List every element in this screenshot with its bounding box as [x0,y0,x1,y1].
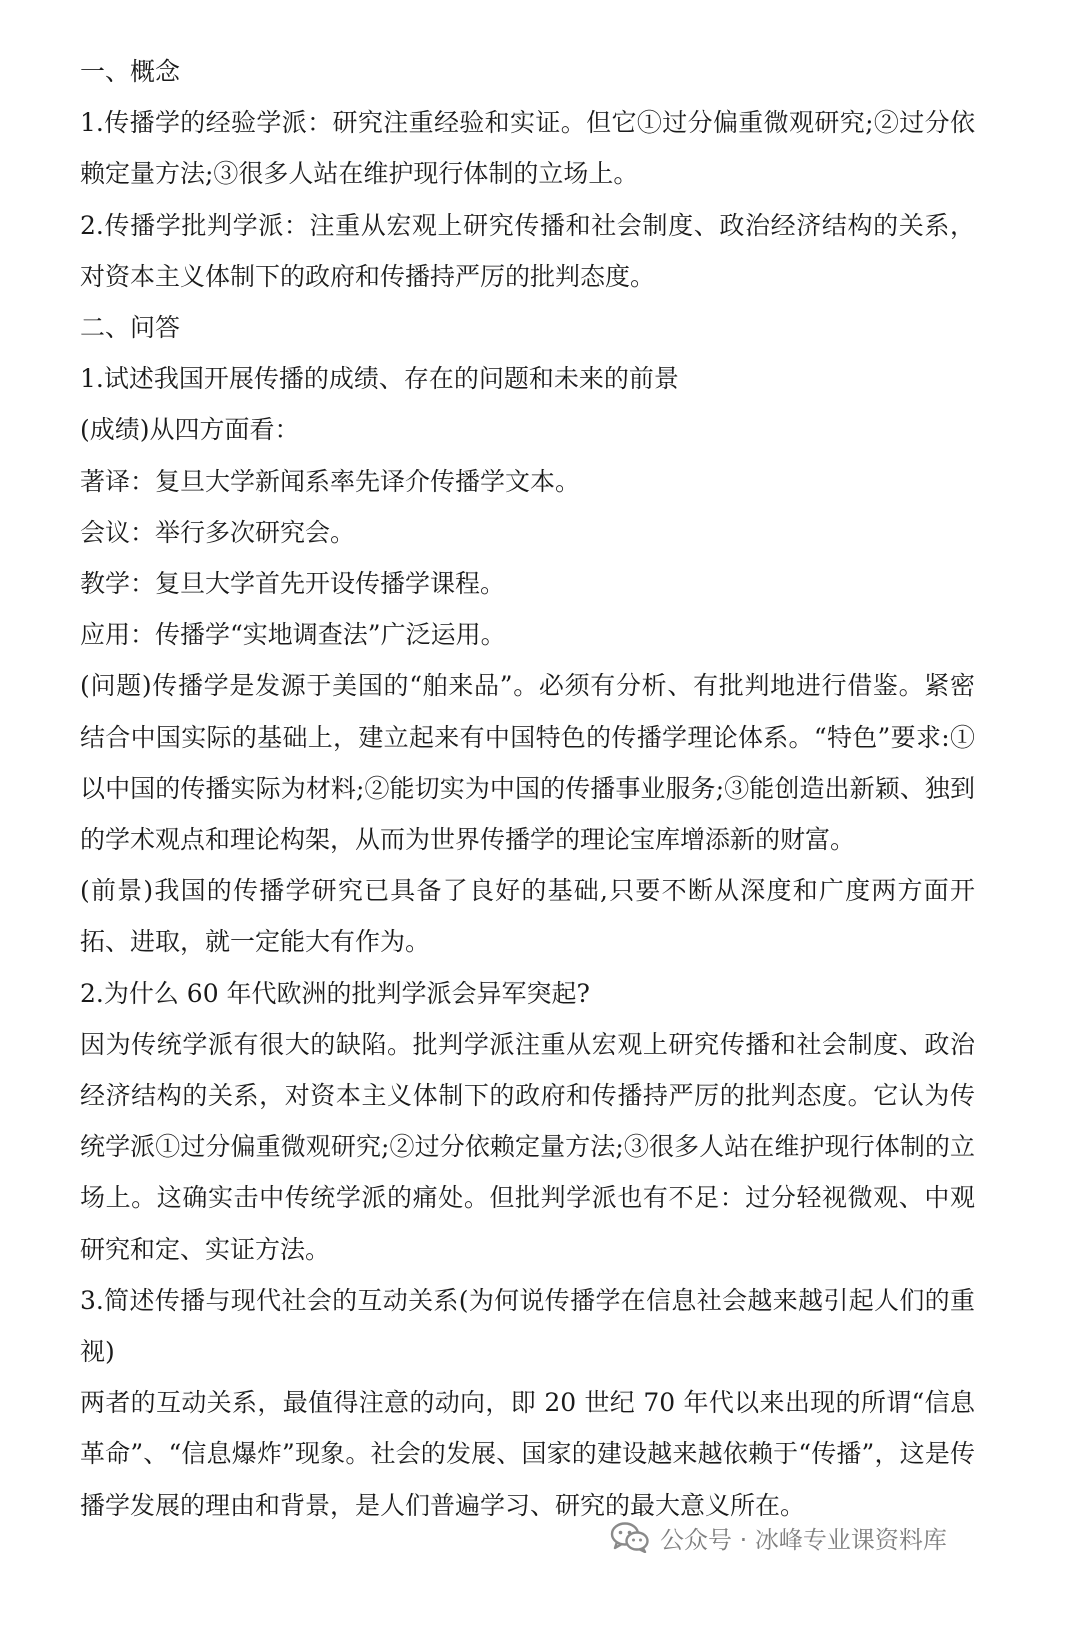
wechat-icon [610,1521,650,1553]
question-2: 2.为什么 60 年代欧洲的批判学派会异军突起? [80,978,590,1008]
answer-translation: 著译：复旦大学新闻系率先译介传播学文本。 [80,466,581,496]
answer-application: 应用：传播学“实地调查法”广泛运用。 [80,620,506,650]
answer-conferences: 会议：举行多次研究会。 [80,517,356,547]
question-1: 1.试述我国开展传播的成绩、存在的问题和未来的前景 [80,364,679,394]
question-3: 3.简述传播与现代社会的互动关系(为何说传播学在信息社会越来越引起人们的重视) [80,1285,975,1367]
section-heading-concepts: 一、概念 [80,57,181,86]
answer-teaching: 教学：复旦大学首先开设传播学课程。 [80,569,506,599]
watermark-text: 公众号 · 冰峰专业课资料库 [660,1525,947,1554]
document-body [80,46,975,1531]
answer-3: 两者的互动关系，最值得注意的动向，即 20 世纪 70 年代以来出现的所谓“信息革命”、“信息爆炸”现象。社会的发展、国家的建设越来越依赖于“传播”，这是传播学发展的理由和背景，是人们普遍学习、研究的最大意义所在。 [80,1388,975,1520]
section-heading-qa: 二、问答 [80,313,181,343]
answer-prospects: (前景)我国的传播学研究已具备了良好的基础,只要不断从深度和广度两方面开拓、进取，就一定能大有作为。 [80,876,975,957]
paragraph-empirical-school: 1.传播学的经验学派：研究注重经验和实证。但它①过分偏重微观研究;②过分依赖定量方法;③很多人站在维护现行体制的立场上。 [80,108,975,189]
paragraph-critical-school: 2.传播学批判学派：注重从宏观上研究传播和社会制度、政治经济结构的关系，对资本主义体制下的政府和传播持严厉的批判态度。 [80,210,975,291]
answer-problems: (问题)传播学是发源于美国的“舶来品”。必须有分析、有批判地进行借鉴。紧密结合中国实际的基础上，建立起来有中国特色的传播学理论体系。“特色”要求:①以中国的传播实际为材料;②能切实为中国的传播事业服务;③能创造出新颖、独到的学术观点和理论构架，从而为世界传播学的理论宝库增添新的财富。 [80,671,975,855]
answer-2: 因为传统学派有很大的缺陷。批判学派注重从宏观上研究传播和社会制度、政治经济结构的关系，对资本主义体制下的政府和传播持严厉的批判态度。它认为传统学派①过分偏重微观研究;②过分依赖定量方法;③很多人站在维护现行体制的立场上。这确实击中传统学派的痛处。但批判学派也有不足：过分轻视微观、中观研究和定、实证方法。 [80,1029,975,1264]
watermark [610,1515,947,1559]
answer-achievements-intro: (成绩)从四方面看： [80,415,300,445]
